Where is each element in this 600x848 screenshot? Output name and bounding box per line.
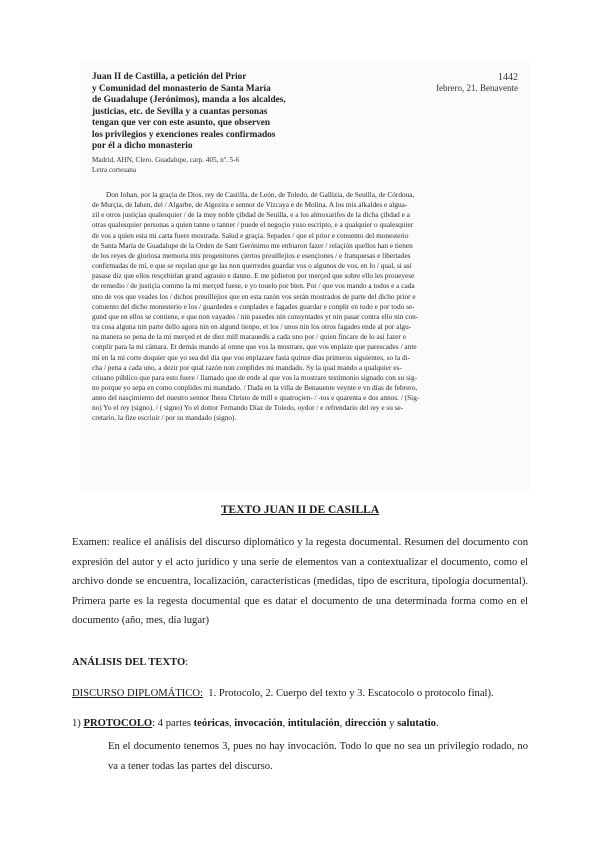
scan-script-type: Letra cortesana bbox=[92, 165, 137, 174]
transcription-line: no porque yo sepa en como conplides mi mandado. / Dada en la villa de Benauente veynte e vn días de febrero, bbox=[92, 382, 418, 392]
transcription-line: conuento del dicho monesterio e los / guardedes e cunplades e fagades guardar e conplir en todo e por todo se- bbox=[92, 301, 415, 311]
protocolo-part: intitulación bbox=[287, 718, 340, 729]
transcription-line: confirmadas de mí, e que se reçelan que ge las non querredes guardar vos o algunos de vos, en lo / qual, si así bbox=[92, 261, 412, 271]
protocolo-line bbox=[72, 718, 439, 729]
page-title: TEXTO JUAN II DE CASILLA bbox=[220, 504, 380, 516]
analysis-heading-colon: : bbox=[185, 657, 189, 668]
transcription-line: mí en la mi corte doquier que yo sea del día que vos enplazare fasta quinze días primeros siguientes, so la di- bbox=[92, 352, 411, 362]
scan-title-line: justicias, etc. de Sevilla y a cuantas personas bbox=[92, 106, 268, 117]
discurso-text: 1. Protocolo, 2. Cuerpo del texto y 3. Escatocolo o protocolo final). bbox=[208, 688, 494, 699]
transcription-line: otras qualesquier personas a quien tanne o tanner / puede el negoçio yuso escripto, e a qualquier o qualesquier bbox=[92, 220, 414, 230]
transcription-line: uno de vos que veades los / dichos preuillejios que en esta razón vos serán mostrados de parte del dicho prior e bbox=[92, 291, 416, 301]
scan-title-line: Juan II de Castilla, a petición del Prior bbox=[92, 72, 247, 82]
scan-date bbox=[436, 72, 518, 94]
scan-title-line: y Comunidad del monasterio de Santa María bbox=[92, 83, 271, 94]
transcription-line: anno del nasçimiento del nuestro sennor Ihesu Christo de mill e quatroçien- / -tos e quarenta e dos annos. / (Sig- bbox=[92, 393, 420, 403]
protocolo-intro: : 4 partes bbox=[152, 718, 194, 729]
protocolo-part: teóricas bbox=[193, 718, 229, 729]
transcription-line: Don Iohan, por la graçia de Dios, rey de Castilla, de León, de Toledo, de Gallizia, de Seuilla, de Córdoua, bbox=[106, 190, 415, 199]
document-scan-image bbox=[80, 60, 530, 490]
scan-title-line: los privilegios y exenciones reales confirmados bbox=[92, 129, 276, 140]
protocolo-part: salutatio bbox=[397, 718, 436, 729]
transcription-line: tra cosa alguna nin parte dello agora nin en algund tienpo, et los / unos nin los otros fagades ende al por algu- bbox=[92, 322, 412, 332]
protocolo-label: PROTOCOLO bbox=[83, 718, 153, 729]
transcription-line: de los reyes de gloriosa memoria mis progenitores çiertos preuillejios e esençiones / e franquesas e libertades bbox=[92, 250, 411, 260]
transcription-line: criuano público que para esto fuere / llamado que de ende al que vos la mostrare testimonio signado con su sig- bbox=[92, 372, 418, 382]
transcription-line: no) Yo el rey (signo). / ( signo) Yo el dottor Fernando Díaz de Toledo, oydor / e refrendario del rey e su se- bbox=[92, 403, 404, 413]
discurso-line bbox=[72, 688, 494, 699]
transcription-line: de remedio / de justiçia commo la mi merçed fuese, e yo touelo por bien. Por / que vos mando a todos e a cada bbox=[92, 281, 415, 291]
transcription-line: cha / pena a cada uno, a dezir por qual razón non conplides mi mandado. Sy la qual mando a qualquier es- bbox=[92, 362, 402, 372]
transcription-line: de vos a quien esta mi carta fuere mostrada. Salud e graçia. Sepades / que el prior e conuento del monesterio bbox=[92, 230, 409, 240]
transcription-line: na manera so pena de la mi merçed et de diez mill marauedís a cada uno por / quien fincare de lo así fazer e bbox=[92, 332, 407, 342]
scan-title-line: por él a dicho monasterio bbox=[92, 141, 193, 151]
transcription-line: pasase diz que ellos resçebirían grand agrauio e danno. E me pidieron por merçed que sobre ello les proueyese bbox=[92, 271, 415, 281]
transcription-line: zil e otros justiçias qualesquier / de la muy noble çibdad de Seuilla, e a los almoxarifes de la dicha çibdad e a bbox=[92, 210, 410, 220]
protocolo-sep: , bbox=[282, 718, 288, 729]
transcription-line: conplir para la mi cámara. Et demás mando al omne que vos la mostrare, que vos enplaze que parescades / ante bbox=[92, 342, 417, 352]
protocolo-part: invocación bbox=[234, 718, 283, 729]
protocolo-sep: , bbox=[228, 718, 235, 729]
exam-paragraph: Examen: realice el análisis del discurso diplomático y la regesta documental. Resumen del documento con expresión del autor y el acto jurídico y una serie de elementos van a contextualizar el documento, como el archivo donde se encuentra, localización, características (medidas, tipo de escritura, tipología documental). Primera parte es la regesta documental que es datar el documento de una determinada forma como en el documento (año, mes, día lugar) bbox=[72, 537, 528, 626]
protocolo-sep: y bbox=[386, 718, 398, 729]
transcription-line: gund que en ellos se contiene, e que non vayades / nin pasedes nin consyntades yr nin pasar contra ello nin con- bbox=[92, 311, 419, 321]
transcription-line: de Murçia, de Iahen, del / Algarbe, de Algezira e sennor de Vizcaya e de Molina. A los mis alkaldes e algua- bbox=[92, 200, 408, 210]
scan-date-place: febrero, 21. Benavente bbox=[436, 83, 518, 93]
protocolo-end: . bbox=[435, 718, 439, 729]
discurso-label: DISCURSO DIPLOMÁTICO: bbox=[72, 688, 203, 699]
transcription-line: cretario, la fize escriuir / por su mandado (signo). bbox=[92, 413, 237, 423]
protocolo-detail: En el documento tenemos 3, pues no hay invocación. Todo lo que no sea un privilegio rodado, no va a tener todas las partes del discurso. bbox=[108, 741, 528, 772]
protocolo-part: dirección bbox=[344, 718, 387, 729]
scan-archive-reference: Madrid, AHN, Clero. Guadalupe, carp. 405, nº. 5-6 bbox=[92, 156, 240, 164]
protocolo-number: 1) bbox=[72, 718, 81, 729]
scan-transcription-body bbox=[92, 190, 518, 424]
scan-title-line: de Guadalupe (Jerónimos), manda a los alcaldes, bbox=[92, 95, 286, 105]
analysis-heading bbox=[72, 657, 188, 668]
transcription-line: de Santa María de Guadalupe de la Orden de Sant Gerónimo me enbiaron fazer / relaçión quellos han e tienen bbox=[92, 240, 413, 250]
scan-title-line: tengan que ver con este asunto, que observen bbox=[92, 118, 271, 128]
analysis-heading-text: ANÁLISIS DEL TEXTO bbox=[72, 657, 186, 668]
scan-year: 1442 bbox=[498, 72, 518, 83]
scan-title bbox=[92, 72, 332, 153]
protocolo-sep: , bbox=[339, 718, 345, 729]
scan-source bbox=[92, 156, 239, 175]
